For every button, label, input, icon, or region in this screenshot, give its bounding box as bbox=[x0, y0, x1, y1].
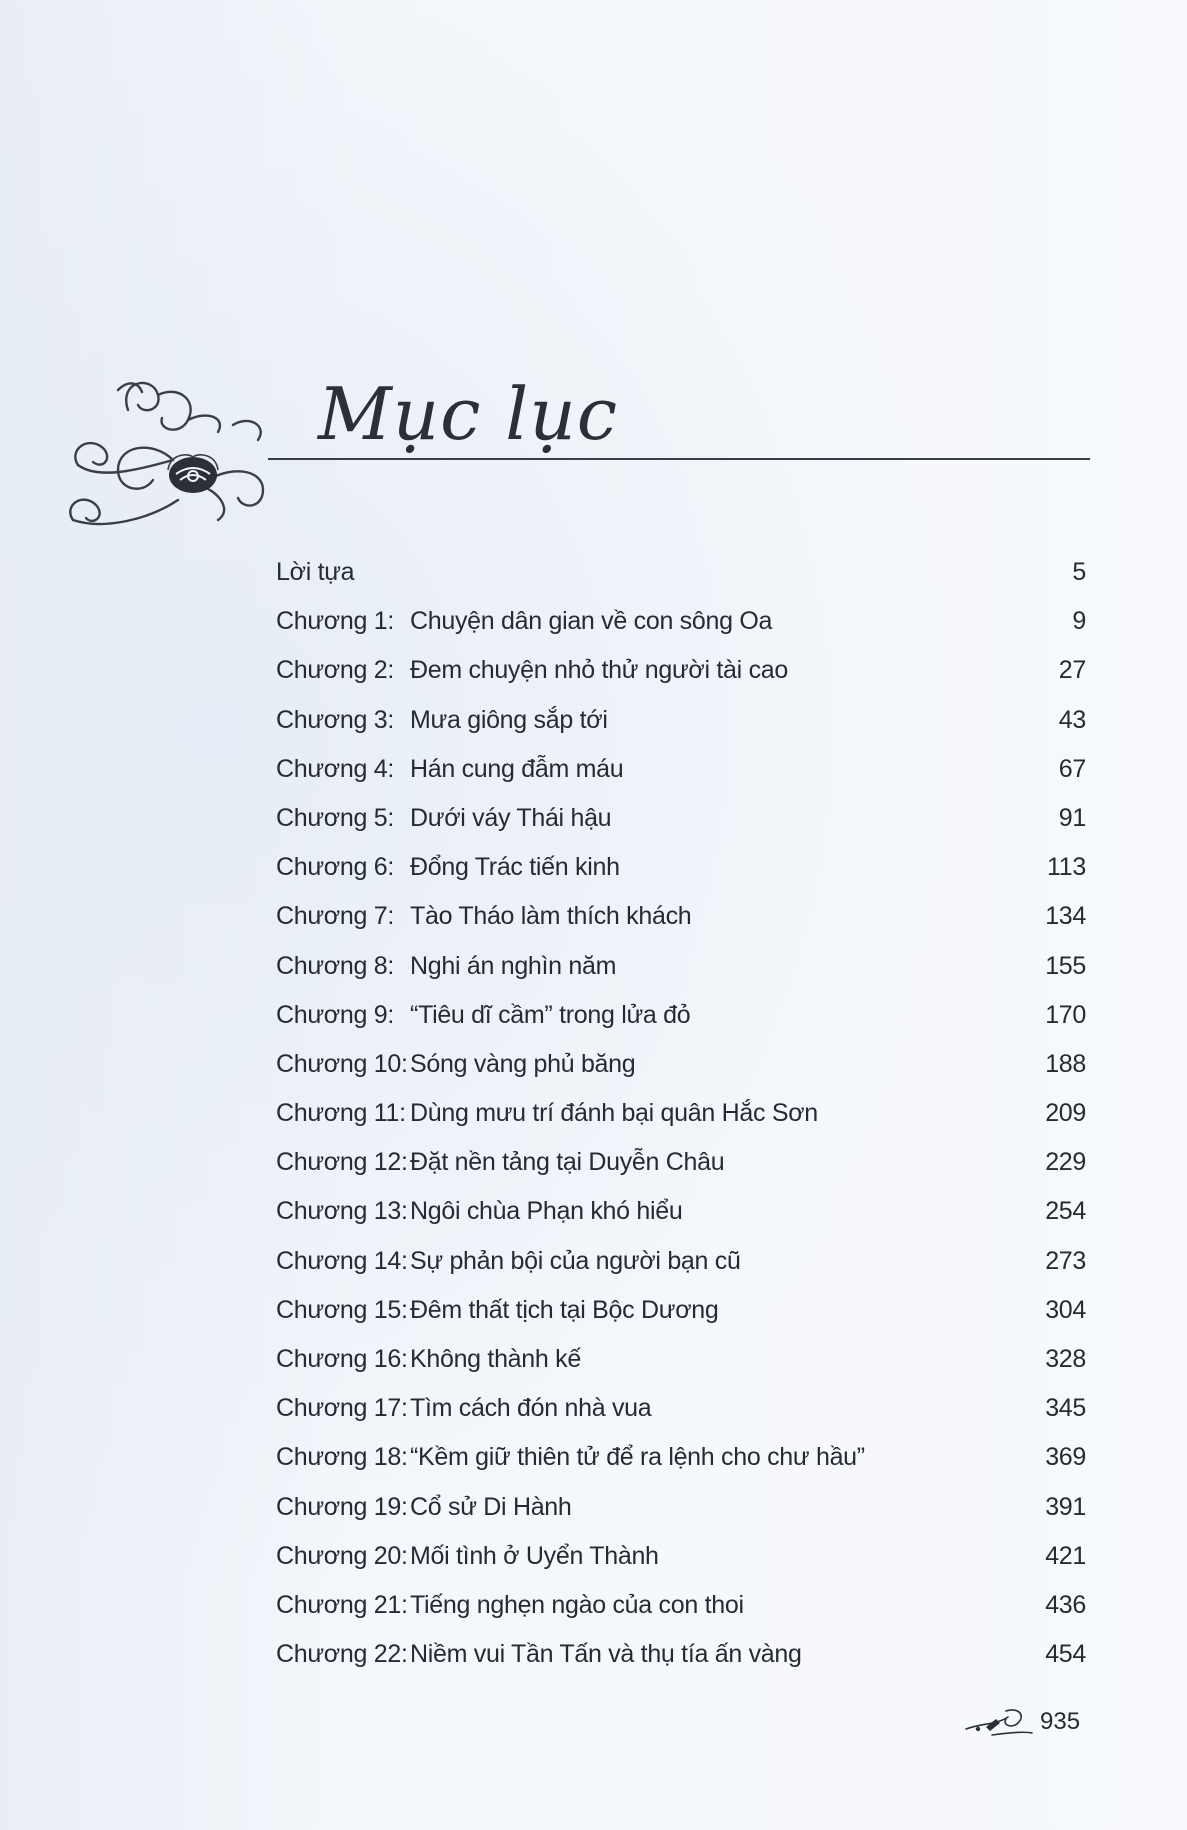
page-ref: 345 bbox=[1045, 1394, 1086, 1423]
chapter-title: Sự phản bội của người bạn cũ bbox=[410, 1246, 741, 1275]
toc-entry bbox=[276, 706, 1086, 755]
toc-entry bbox=[276, 1591, 1086, 1640]
page-ref: 254 bbox=[1045, 1197, 1086, 1226]
chapter-number: Chương 13: bbox=[276, 1197, 408, 1226]
chapter-title: Mưa giông sắp tới bbox=[410, 705, 608, 734]
toc-entry bbox=[276, 1542, 1086, 1591]
floral-flourish-icon bbox=[58, 370, 288, 545]
chapter-number: Chương 22: bbox=[276, 1640, 408, 1669]
page-ref: 328 bbox=[1045, 1345, 1086, 1373]
page-ref: 5 bbox=[1072, 558, 1086, 586]
page-footer bbox=[962, 1705, 1080, 1739]
toc-entry bbox=[276, 1394, 1086, 1443]
chapter-title: Dưới váy Thái hậu bbox=[410, 803, 612, 832]
toc-entry bbox=[276, 1050, 1086, 1099]
chapter-title: Cổ sử Di Hành bbox=[410, 1492, 572, 1521]
toc-entry bbox=[276, 1640, 1086, 1689]
page-ref: 9 bbox=[1072, 607, 1086, 636]
page-ref: 43 bbox=[1058, 705, 1086, 734]
toc-entry bbox=[276, 1099, 1086, 1148]
page-ref: 209 bbox=[1045, 1099, 1086, 1128]
page-ref: 134 bbox=[1045, 902, 1086, 931]
toc-entry bbox=[276, 656, 1086, 705]
toc-entry bbox=[276, 1148, 1086, 1197]
chapter-number: Chương 19: bbox=[276, 1492, 408, 1521]
chapter-number: Chương 14: bbox=[276, 1246, 408, 1275]
chapter-number: Chương 8: bbox=[276, 951, 394, 980]
table-of-contents bbox=[276, 558, 1086, 1689]
chapter-number: Chương 1: bbox=[276, 607, 394, 636]
chapter-number: Chương 21: bbox=[276, 1590, 408, 1619]
page-ref: 229 bbox=[1045, 1148, 1086, 1177]
chapter-title: Sóng vàng phủ băng bbox=[410, 1049, 636, 1078]
chapter-title: Mối tình ở Uyển Thành bbox=[410, 1541, 659, 1570]
chapter-number: Chương 17: bbox=[276, 1394, 408, 1423]
chapter-title: Không thành kế bbox=[410, 1345, 581, 1373]
page-ref: 155 bbox=[1045, 951, 1086, 980]
chapter-title: Dùng mưu trí đánh bại quân Hắc Sơn bbox=[410, 1099, 818, 1128]
chapter-number: Chương 9: bbox=[276, 1000, 394, 1029]
chapter-number: Chương 5: bbox=[276, 803, 394, 832]
chapter-number: Chương 12: bbox=[276, 1148, 408, 1177]
toc-entry bbox=[276, 853, 1086, 902]
chapter-number: Chương 6: bbox=[276, 853, 394, 882]
chapter-title: Tìm cách đón nhà vua bbox=[410, 1394, 652, 1423]
page-title: Mục lục bbox=[318, 372, 619, 456]
page-ref: 170 bbox=[1045, 1000, 1086, 1029]
title-rule bbox=[268, 458, 1090, 460]
chapter-number: Chương 2: bbox=[276, 656, 394, 685]
chapter-title: “Tiêu dĩ cầm” trong lửa đỏ bbox=[410, 1000, 691, 1029]
toc-entry bbox=[276, 607, 1086, 656]
chapter-title: Ngôi chùa Phạn khó hiểu bbox=[410, 1197, 683, 1226]
page-ref: 391 bbox=[1045, 1492, 1086, 1521]
toc-entry bbox=[276, 902, 1086, 951]
chapter-number: Chương 7: bbox=[276, 902, 394, 931]
chapter-number: Chương 10: bbox=[276, 1049, 408, 1078]
page-ref: 27 bbox=[1058, 656, 1086, 685]
page-ref: 273 bbox=[1045, 1246, 1086, 1275]
toc-entry bbox=[276, 804, 1086, 853]
chapter-number: Chương 4: bbox=[276, 754, 394, 783]
chapter-number: Chương 15: bbox=[276, 1295, 408, 1324]
toc-entry bbox=[276, 1493, 1086, 1542]
page-ref: 369 bbox=[1045, 1443, 1086, 1472]
page-number: 935 bbox=[1040, 1708, 1081, 1735]
toc-entry bbox=[276, 558, 1086, 607]
page-ref: 304 bbox=[1045, 1295, 1086, 1324]
chapter-title: Tiếng nghẹn ngào của con thoi bbox=[410, 1590, 744, 1619]
chapter-title: Đêm thất tịch tại Bộc Dương bbox=[410, 1295, 719, 1324]
toc-entry bbox=[276, 1443, 1086, 1492]
chapter-number: Chương 3: bbox=[276, 705, 394, 734]
chapter-number: Chương 11: bbox=[276, 1099, 406, 1128]
toc-entry bbox=[276, 1197, 1086, 1246]
chapter-title: Nghi án nghìn năm bbox=[410, 951, 617, 980]
page-ref: 188 bbox=[1045, 1049, 1086, 1078]
page-ref: 67 bbox=[1058, 754, 1086, 783]
toc-entry bbox=[276, 952, 1086, 1001]
chapter-title: Đem chuyện nhỏ thử người tài cao bbox=[410, 656, 788, 685]
chapter-title: Hán cung đẫm máu bbox=[410, 754, 624, 783]
chapter-number: Chương 20: bbox=[276, 1541, 408, 1570]
page-ref: 421 bbox=[1045, 1541, 1086, 1570]
page-ref: 454 bbox=[1045, 1640, 1086, 1669]
chapter-title: Niềm vui Tần Tấn và thụ tía ấn vàng bbox=[410, 1640, 802, 1669]
chapter-number: Chương 16: bbox=[276, 1345, 408, 1373]
chapter-title: Tào Tháo làm thích khách bbox=[410, 902, 692, 931]
chapter-title: “Kềm giữ thiên tử để ra lệnh cho chư hầu” bbox=[410, 1443, 865, 1472]
page-ref: 91 bbox=[1058, 803, 1086, 832]
toc-entry bbox=[276, 1247, 1086, 1296]
chapter-title: Chuyện dân gian về con sông Oa bbox=[410, 607, 773, 636]
chapter-title: Đặt nền tảng tại Duyễn Châu bbox=[410, 1148, 725, 1177]
chapter-title: Lời tựa bbox=[276, 558, 355, 586]
chapter-number: Chương 18: bbox=[276, 1443, 408, 1472]
toc-entry bbox=[276, 1001, 1086, 1050]
chapter-title: Đổng Trác tiến kinh bbox=[410, 853, 620, 882]
page-ref: 113 bbox=[1047, 853, 1086, 882]
toc-entry bbox=[276, 1345, 1086, 1394]
toc-entry bbox=[276, 1296, 1086, 1345]
toc-entry bbox=[276, 755, 1086, 804]
quill-flourish-icon bbox=[962, 1705, 1036, 1739]
page-ref: 436 bbox=[1045, 1590, 1086, 1619]
